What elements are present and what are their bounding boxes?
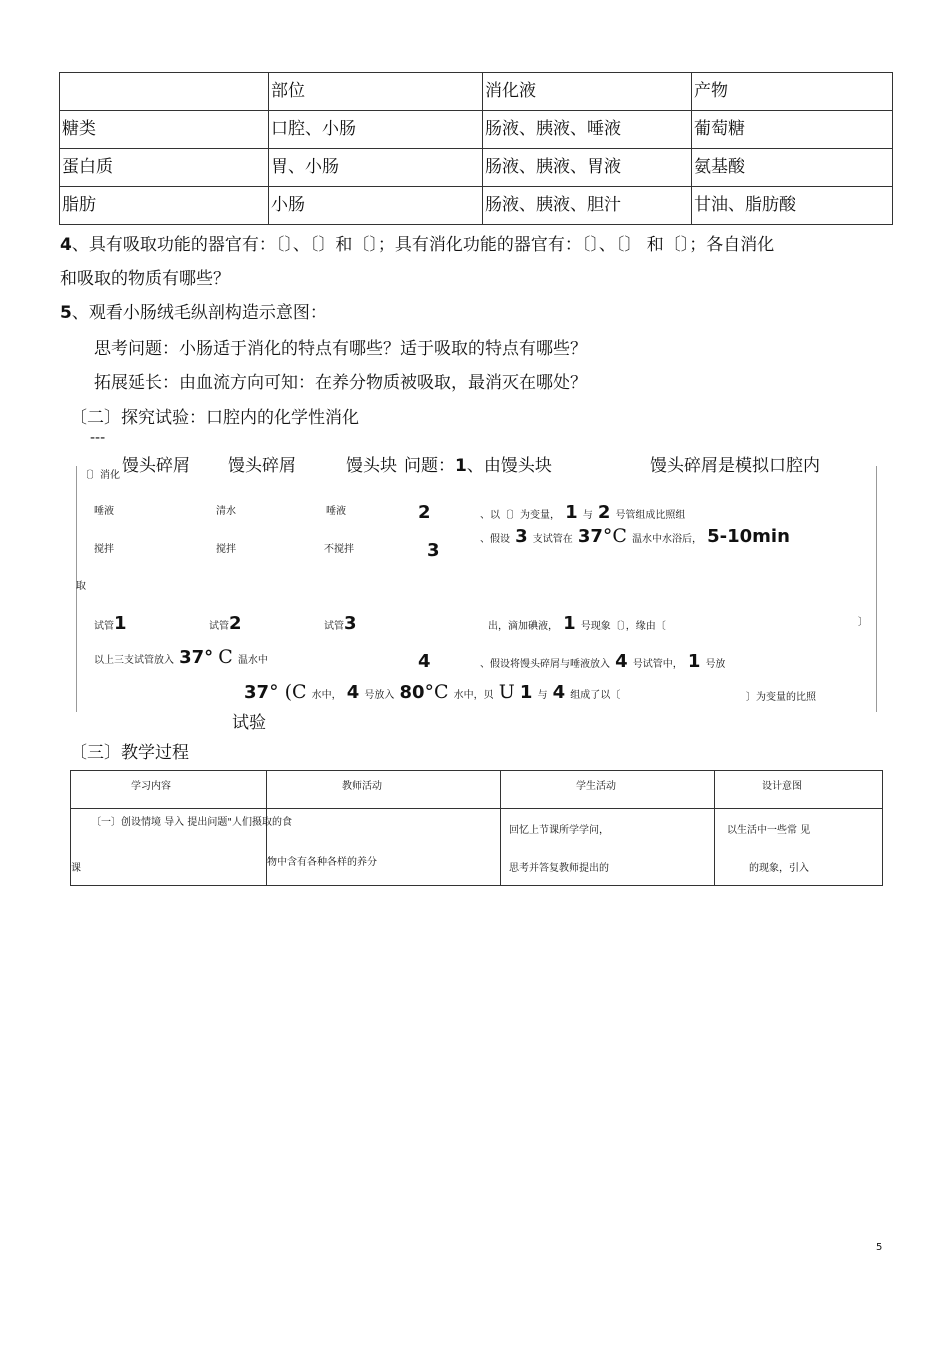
cell-line: 课 xyxy=(71,863,81,874)
l3-text-a: 水中， xyxy=(311,690,342,701)
table-row xyxy=(60,111,893,149)
l3-text-c: 水中，贝 xyxy=(453,690,494,701)
table-cell xyxy=(501,809,715,886)
tube-3 xyxy=(324,613,357,634)
tube-number: 1 xyxy=(114,613,127,634)
header-cell: 产物 xyxy=(692,73,893,111)
result-text-a: 出，滴加碘液， xyxy=(488,621,558,632)
q2-number-1: 1 xyxy=(565,502,578,523)
question-3-number: 3 xyxy=(427,540,440,561)
liquid-label: 唾液 xyxy=(326,506,346,517)
q4-number: 4 xyxy=(615,651,628,672)
table-header-row xyxy=(71,771,883,809)
question-5 xyxy=(60,302,327,324)
table-cell: 蛋白质 xyxy=(60,149,269,187)
table-cell: 葡萄糖 xyxy=(692,111,893,149)
result-line xyxy=(488,613,666,634)
header-cell: 设计意图 xyxy=(715,771,883,809)
tube-1 xyxy=(94,613,127,634)
question-2-number: 2 xyxy=(418,502,431,523)
question-text: 、由馒头块 xyxy=(466,456,552,476)
question-1-tail: 馒头碎屑是模拟口腔内 xyxy=(650,456,820,476)
tube-label: 试管 xyxy=(324,621,344,632)
l3-text-e: 组成了以〔 xyxy=(570,690,621,701)
q3-text-b: 支试管在 xyxy=(532,534,573,545)
header-cell: 学习内容 xyxy=(71,771,267,809)
l3-text-f: 〕为变量的比照 xyxy=(746,692,816,703)
put-celsius: C xyxy=(218,646,233,668)
result-text-b: 号现象〔〕，缘由〔 xyxy=(580,621,666,632)
tube-label: 试管 xyxy=(94,621,114,632)
section-3-title: 〔三〕教学过程 xyxy=(70,743,189,763)
table-cell: 小肠 xyxy=(269,187,483,225)
table-cell: 肠液、胰液、唾液 xyxy=(483,111,692,149)
put-line xyxy=(94,646,268,668)
l3-temperature: 37 xyxy=(244,682,270,703)
q2-text-c: 号管组成比照组 xyxy=(615,510,686,521)
header-cell: 学生活动 xyxy=(501,771,715,809)
l3-number-3: 4 xyxy=(552,682,566,703)
left-note-2: 取 xyxy=(76,581,86,592)
l3-degree: ° (C xyxy=(269,681,307,703)
right-border-line xyxy=(876,466,877,712)
q3-text-a: 、假设 xyxy=(480,534,510,545)
experiment-word: 试验 xyxy=(232,713,266,733)
l3-text-b: 号放入 xyxy=(364,690,395,701)
left-note: 〔〕消化 xyxy=(80,470,120,481)
liquid-label: 清水 xyxy=(216,506,236,517)
table-row xyxy=(60,149,893,187)
table-cell: 氨基酸 xyxy=(692,149,893,187)
question-2 xyxy=(480,502,685,523)
stir-label: 搅拌 xyxy=(216,544,236,555)
header-cell: 教师活动 xyxy=(267,771,501,809)
cell-line: 回忆上节课所学学问， xyxy=(509,825,609,836)
q3-degree: °C xyxy=(602,525,627,547)
table-cell: 糖类 xyxy=(60,111,269,149)
result-close-bracket: 〕 xyxy=(858,617,868,628)
table-cell: 口腔、小肠 xyxy=(269,111,483,149)
table-cell: 脂肪 xyxy=(60,187,269,225)
l3-letter: U xyxy=(498,681,515,703)
header-cell: 部位 xyxy=(269,73,483,111)
l3-temperature-2: 80 xyxy=(399,682,425,703)
tube-2 xyxy=(209,613,242,634)
stir-label: 不搅拌 xyxy=(324,544,354,555)
table-row xyxy=(71,809,883,886)
put-text-a: 以上三支试管放入 xyxy=(94,655,174,666)
extend-question: 拓展延长：由血流方向可知：在养分物质被吸取，最消灭在哪处？ xyxy=(94,373,587,393)
table-header-row xyxy=(60,73,893,111)
think-question: 思考问题：小肠适于消化的特点有哪些？适于吸取的特点有哪些？ xyxy=(94,339,587,359)
table-cell xyxy=(71,809,292,886)
cell-line: 物中含有各种各样的养分 xyxy=(267,857,377,868)
table-cell: 甘油、脂肪酸 xyxy=(692,187,893,225)
experiment-question-4 xyxy=(480,651,725,672)
page-number: 5 xyxy=(876,1242,883,1253)
q2-number-2: 2 xyxy=(597,502,611,523)
table-row xyxy=(60,187,893,225)
cell-line: 以生活中一些常 见 xyxy=(727,825,811,836)
question-number: 5 xyxy=(60,303,72,323)
column-title: 馒头块 xyxy=(346,456,397,476)
l3-number: 4 xyxy=(346,682,360,703)
column-title: 馒头碎屑 xyxy=(122,456,190,476)
q3-temperature: 37 xyxy=(577,526,603,547)
l3-text-d: 与 xyxy=(537,690,548,701)
cell-line: 的现象，引入 xyxy=(749,863,809,874)
q4-number-2: 1 xyxy=(687,651,701,672)
cell-line: 〔一〕创设情境 导入 提出问题"人们摄取的食 xyxy=(91,817,292,828)
experiment-question-1 xyxy=(404,451,552,476)
question-4-line-2: 和吸取的物质有哪些？ xyxy=(60,269,230,289)
question-prefix: 问题： xyxy=(404,456,455,476)
header-cell xyxy=(60,73,269,111)
stir-label: 搅拌 xyxy=(94,544,114,555)
q3-number: 3 xyxy=(515,526,528,547)
table-cell: 胃、小肠 xyxy=(269,149,483,187)
q4-text-a: 、假设将馒头碎屑与唾液放入 xyxy=(480,659,610,670)
q4-text-b: 号试管中， xyxy=(632,659,683,670)
tube-number: 2 xyxy=(229,613,242,634)
table-cell xyxy=(267,809,501,886)
q4-text-c: 号放 xyxy=(705,659,726,670)
tube-number: 3 xyxy=(344,613,357,634)
dashes: --- xyxy=(90,430,106,446)
put-degree: ° xyxy=(204,647,214,668)
section-2-title: 〔二〕探究试验：口腔内的化学性消化 xyxy=(70,408,359,428)
table-cell xyxy=(715,809,883,886)
put-text-b: 温水中 xyxy=(237,655,268,666)
question-number: 1 xyxy=(455,456,467,476)
l3-number-2: 1 xyxy=(519,682,533,703)
liquid-label: 唾液 xyxy=(94,506,114,517)
header-cell: 消化液 xyxy=(483,73,692,111)
question-text: 、观看小肠绒毛纵剖构造示意图： xyxy=(71,303,327,323)
question-4-line-1 xyxy=(60,234,774,256)
q3-text-c: 温水中水浴后， xyxy=(632,534,703,545)
table-cell: 肠液、胰液、胃液 xyxy=(483,149,692,187)
result-number: 1 xyxy=(563,613,576,634)
l3-degree-2: °C xyxy=(424,681,449,703)
q3-duration: 5-10min xyxy=(707,526,790,547)
question-number: 4 xyxy=(60,235,72,255)
process-table xyxy=(70,770,883,886)
column-title: 馒头碎屑 xyxy=(228,456,296,476)
put-temperature: 37 xyxy=(179,647,205,668)
question-3 xyxy=(480,525,790,547)
question-4-number: 4 xyxy=(418,651,431,672)
question-text: 、具有吸取功能的器官有：〔〕、〔〕和〔〕；具有消化功能的器官有：〔〕、〔〕 和〔〕；各自消化 xyxy=(71,235,775,255)
q2-text-b: 与 xyxy=(582,510,593,521)
cell-line: 思考并答复教师提出的 xyxy=(509,863,609,874)
table-cell: 肠液、胰液、胆汁 xyxy=(483,187,692,225)
q2-text-a: 、以〔〕为变量， xyxy=(480,510,560,521)
nutrient-table xyxy=(59,72,893,225)
question-4-continued xyxy=(244,681,620,703)
tube-label: 试管 xyxy=(209,621,229,632)
